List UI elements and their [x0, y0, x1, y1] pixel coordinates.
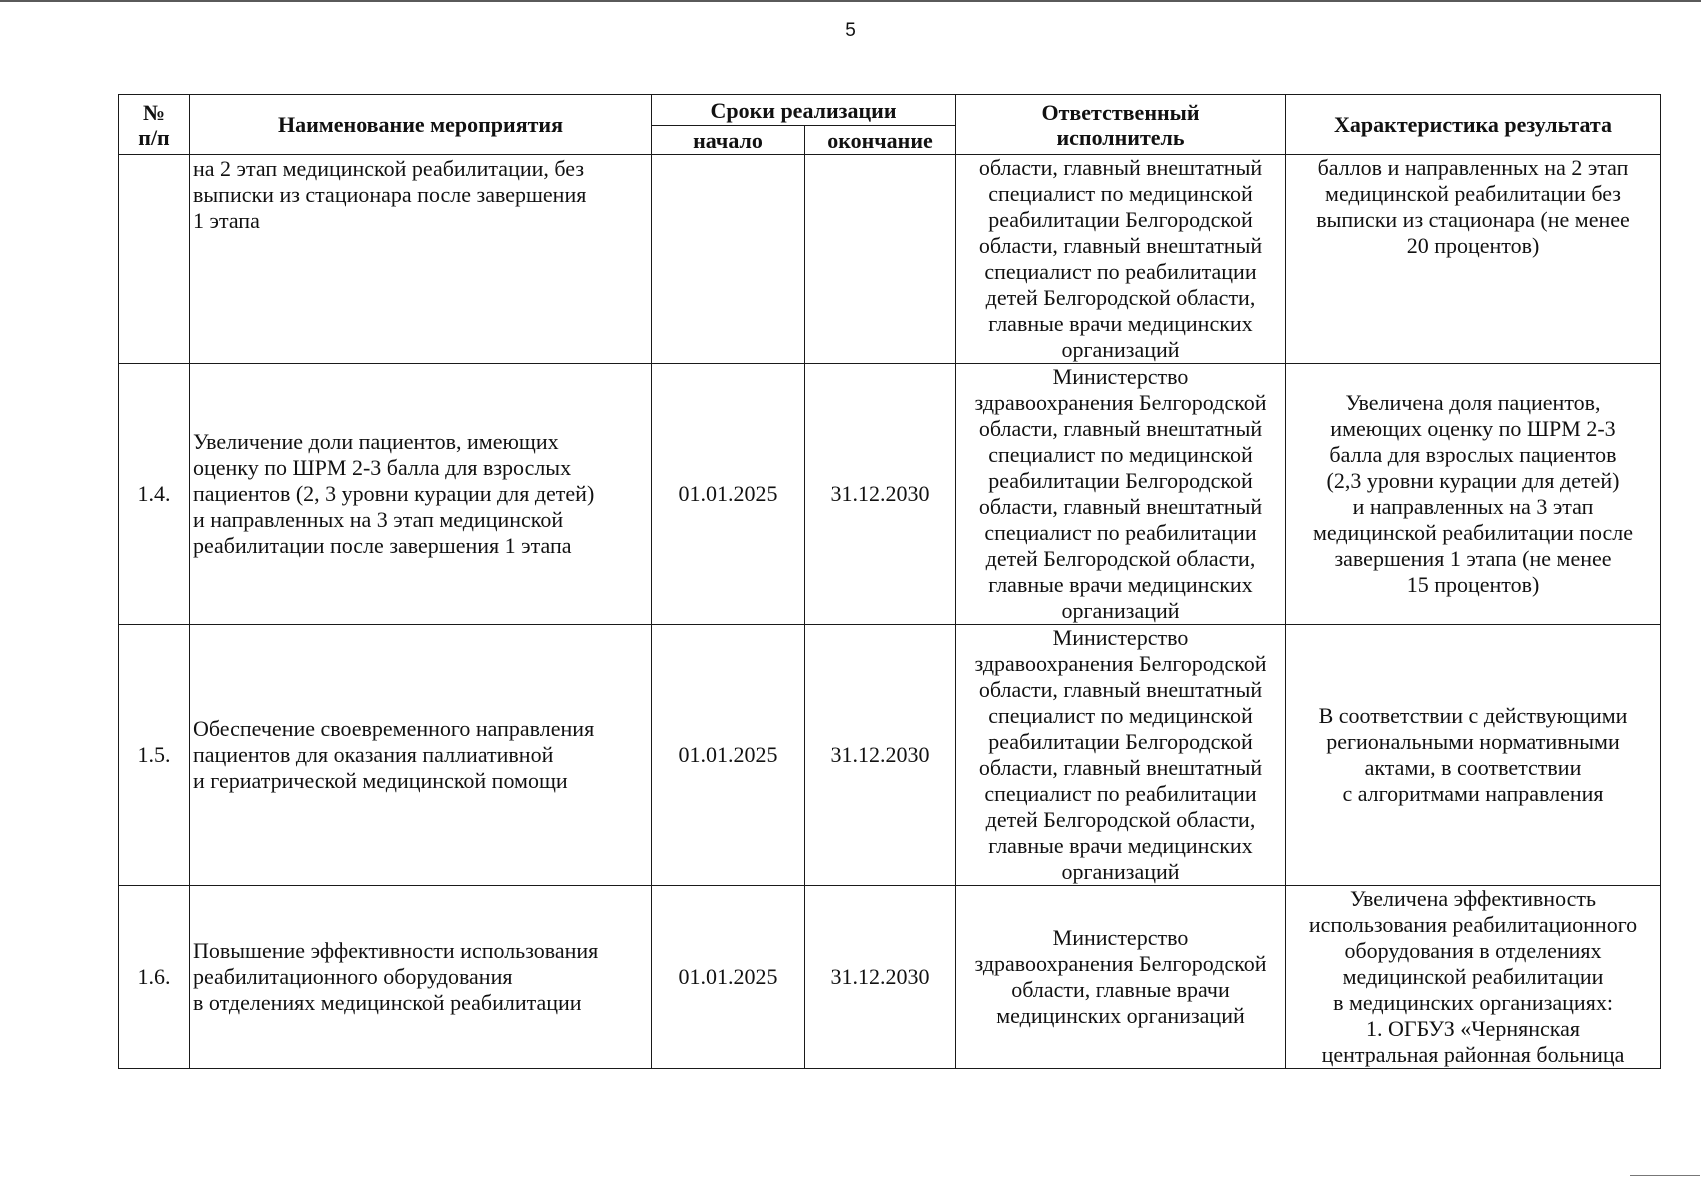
header-end: окончание	[805, 126, 956, 155]
result: В соответствии с действующими региональными нормативными актами, в соответствии с алгоритмами направления	[1286, 625, 1661, 886]
table-header	[119, 95, 1661, 155]
start-date: 01.01.2025	[652, 625, 805, 886]
header-start: начало	[652, 126, 805, 155]
end-date: 31.12.2030	[805, 364, 956, 625]
page-number: 5	[845, 20, 856, 41]
executor: Министерство здравоохранения Белгородской области, главные врачи медицинских организаций	[956, 886, 1286, 1069]
table-row	[119, 625, 1661, 886]
start-date	[652, 155, 805, 364]
result: баллов и направленных на 2 этап медицинской реабилитации без выписки из стационара (не менее 20 процентов)	[1286, 155, 1661, 364]
table-row-continuation	[119, 155, 1661, 364]
result: Увеличена эффективность использования реабилитационного оборудования в отделениях медицинской реабилитации в медицинских организациях: 1. ОГБУЗ «Чернянская центральная районная больница	[1286, 886, 1661, 1069]
end-date: 31.12.2030	[805, 886, 956, 1069]
activity-name: Повышение эффективности использования реабилитационного оборудования в отделениях медицинской реабилитации	[190, 886, 652, 1069]
row-number: 1.5.	[119, 625, 190, 886]
result: Увеличена доля пациентов, имеющих оценку по ШРМ 2-3 балла для взрослых пациентов (2,3 уровни курации для детей) и направленных на 3 этап медицинской реабилитации после завершения 1 этапа (не менее 15 процентов)	[1286, 364, 1661, 625]
header-executor: Ответственный исполнитель	[956, 95, 1286, 155]
header-terms: Сроки реализации	[652, 95, 956, 126]
row-number: 1.4.	[119, 364, 190, 625]
row-number: 1.6.	[119, 886, 190, 1069]
executor: области, главный внештатный специалист по медицинской реабилитации Белгородской области, главный внештатный специалист по реабилитации детей Белгородской области, главные врачи медицинских организаций	[956, 155, 1286, 364]
start-date: 01.01.2025	[652, 886, 805, 1069]
table-row	[119, 886, 1661, 1069]
scan-edge-line	[1630, 1175, 1700, 1176]
activity-name: на 2 этап медицинской реабилитации, без выписки из стационара после завершения 1 этапа	[190, 155, 652, 364]
header-result: Характеристика результата	[1286, 95, 1661, 155]
end-date	[805, 155, 956, 364]
table-row	[119, 364, 1661, 625]
scan-edge-line	[0, 0, 1701, 2]
activity-name: Увеличение доли пациентов, имеющих оценку по ШРМ 2-3 балла для взрослых пациентов (2, 3 уровни курации для детей) и направленных на 3 этап медицинской реабилитации после завершения 1 этапа	[190, 364, 652, 625]
activities-table	[118, 94, 1661, 1069]
row-number	[119, 155, 190, 364]
start-date: 01.01.2025	[652, 364, 805, 625]
header-activity-name: Наименование мероприятия	[190, 95, 652, 155]
end-date: 31.12.2030	[805, 625, 956, 886]
header-number: № п/п	[119, 95, 190, 155]
executor: Министерство здравоохранения Белгородской области, главный внештатный специалист по медицинской реабилитации Белгородской области, главный внештатный специалист по реабилитации детей Белгородской области, главные врачи медицинских организаций	[956, 625, 1286, 886]
executor: Министерство здравоохранения Белгородской области, главный внештатный специалист по медицинской реабилитации Белгородской области, главный внештатный специалист по реабилитации детей Белгородской области, главные врачи медицинских организаций	[956, 364, 1286, 625]
activity-name: Обеспечение своевременного направления пациентов для оказания паллиативной и гериатрической медицинской помощи	[190, 625, 652, 886]
